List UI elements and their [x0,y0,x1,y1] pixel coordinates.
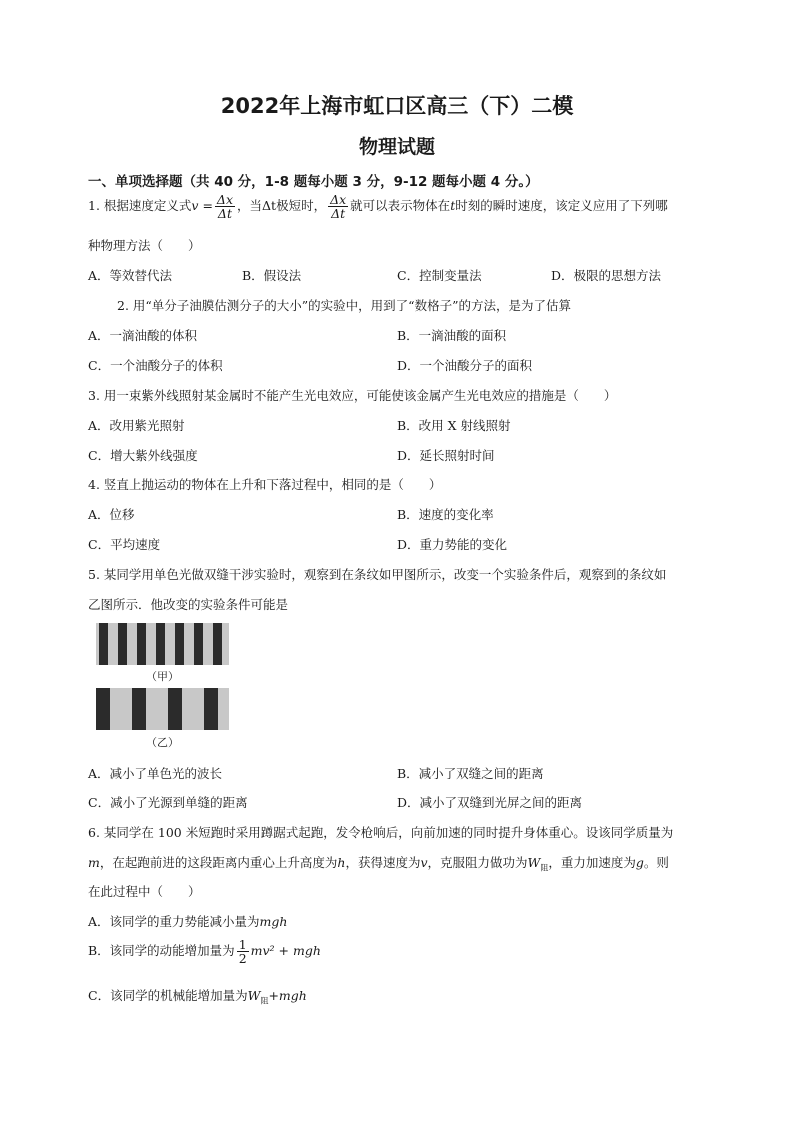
fringe-dark-band [204,688,218,730]
q5-option-b: B．减小了双缝之间的距离 [397,766,544,781]
q2-option-b: B．一滴油酸的面积 [397,328,507,343]
q1-t: t [450,198,456,214]
fringe-caption-b: （乙） [146,736,179,749]
q6-option-c [88,986,307,1007]
fringe-dark-band [137,623,146,665]
q5-option-a: A．减小了单色光的波长 [88,766,223,781]
q4-option-a: A．位移 [88,507,135,522]
q6-option-a [88,912,287,930]
fringe-dark-band [132,688,146,730]
q1-text: 就可以表示物体在 [350,198,451,214]
q2-option-d: D．一个油酸分子的面积 [397,358,533,373]
q6-var-g: g [635,855,644,870]
q6-frac-num: 1 [238,937,247,952]
q3-option-c: C．增大紫外线强度 [88,448,198,463]
q6-option-b-fraction [237,938,249,965]
question-6-line2 [88,853,669,874]
q1-text: ，当 [237,198,263,214]
fringe-dark-band [168,688,182,730]
q1-text: 时刻的瞬时速度，该定义应用了下列哪 [455,198,668,214]
q6-var-m: m [88,855,100,870]
q6-option-a-text: A．该同学的重力势能减小量为 [88,914,260,929]
q3-option-b: B．改用 X 射线照射 [397,418,511,433]
q1-frac-den: Δt [331,206,346,222]
q1-option-b: B．假设法 [242,268,302,283]
q1-option-c: C．控制变量法 [397,268,482,283]
q6-var-v: v [420,855,428,870]
fringe-dark-band [118,623,127,665]
q5-option-d: D．减小了双缝到光屏之间的距离 [397,795,583,810]
q2-option-c: C．一个油酸分子的体积 [88,358,223,373]
q6-w-subscript: 阻 [540,863,549,873]
fringe-pattern-b [96,688,229,730]
q6-option-b-math: mv² + mgh [250,943,321,959]
q4-option-b: B．速度的变化率 [397,507,494,522]
fringe-dark-band [156,623,165,665]
q6-option-c-w: W [247,988,261,1003]
fringe-pattern-a [96,623,229,665]
fringe-dark-band [96,688,110,730]
q6-var-h: h [337,855,346,870]
q1-option-a: A．等效替代法 [88,268,173,283]
q6-option-b-text: B．该同学的动能增加量为 [88,943,235,959]
q6-text: ，重力加速度为 [548,855,636,870]
q6-text: ，获得速度为 [345,855,421,870]
q6-text: 。则 [643,855,669,870]
q2-option-a: A．一滴油酸的体积 [88,328,198,343]
q6-option-c-math: +mgh [268,988,307,1003]
page-subtitle: 物理试题 [358,136,435,158]
q6-option-b [88,938,321,965]
fringe-dark-band [213,623,222,665]
question-2-stem: 2. 用“单分子油膜估测分子的大小”的实验中，用到了“数格子”的方法，是为了估算 [117,298,571,313]
q1-v-eq: v = [191,198,213,214]
q1-text: 1. 根据速度定义式 [88,198,192,214]
fringe-dark-band [194,623,203,665]
q6-frac-den: 2 [238,951,247,967]
question-3-stem: 3. 用一束紫外线照射某金属时不能产生光电效应，可能使该金属产生光电效应的措施是（ ） [88,388,617,403]
q1-text: 极短时， [276,198,327,214]
q6-text: ，克服阻力做功为 [427,855,528,870]
q1-dt: Δt [262,198,277,214]
question-1-line1 [88,193,668,220]
question-5-line2: 乙图所示．他改变的实验条件可能是 [88,597,289,612]
q1-frac-num: Δx [330,192,347,207]
fringe-dark-band [99,623,108,665]
question-1-line2: 种物理方法（ ） [88,238,201,253]
q3-option-a: A．改用紫光照射 [88,418,185,433]
q6-var-w: W [527,855,541,870]
question-6-line1: 6. 某同学在 100 米短跑时采用蹲踞式起跑，发令枪响后，向前加速的同时提升身体重心。设该同学质量为 [88,825,674,840]
q6-text: ，在起跑前进的这段距离内重心上升高度为 [99,855,338,870]
section-heading: 一、单项选择题（共 40 分，1-8 题每小题 3 分，9-12 题每小题 4 分。） [88,174,539,190]
q6-option-c-text: C．该同学的机械能增加量为 [88,988,248,1003]
q3-option-d: D．延长照射时间 [397,448,495,463]
fringe-caption-a: （甲） [146,670,179,683]
question-5-line1: 5. 某同学用单色光做双缝干涉实验时，观察到在条纹如甲图所示，改变一个实验条件后，观察到的条纹如 [88,567,667,582]
q6-option-a-math: mgh [259,914,288,929]
question-4-stem: 4. 竖直上抛运动的物体在上升和下落过程中，相同的是（ ） [88,477,442,492]
q6-option-c-subscript: 阻 [260,996,269,1006]
q4-option-c: C．平均速度 [88,537,161,552]
q1-fraction [215,193,235,220]
question-6-line3: 在此过程中（ ） [88,884,201,899]
page-title: 2022年上海市虹口区高三（下）二模 [220,94,574,118]
q1-fraction [328,193,348,220]
q1-option-d: D．极限的思想方法 [551,268,662,283]
q4-option-d: D．重力势能的变化 [397,537,508,552]
q5-option-c: C．减小了光源到单缝的距离 [88,795,248,810]
q1-frac-den: Δt [217,206,232,222]
q1-frac-num: Δx [216,192,233,207]
fringe-dark-band [175,623,184,665]
